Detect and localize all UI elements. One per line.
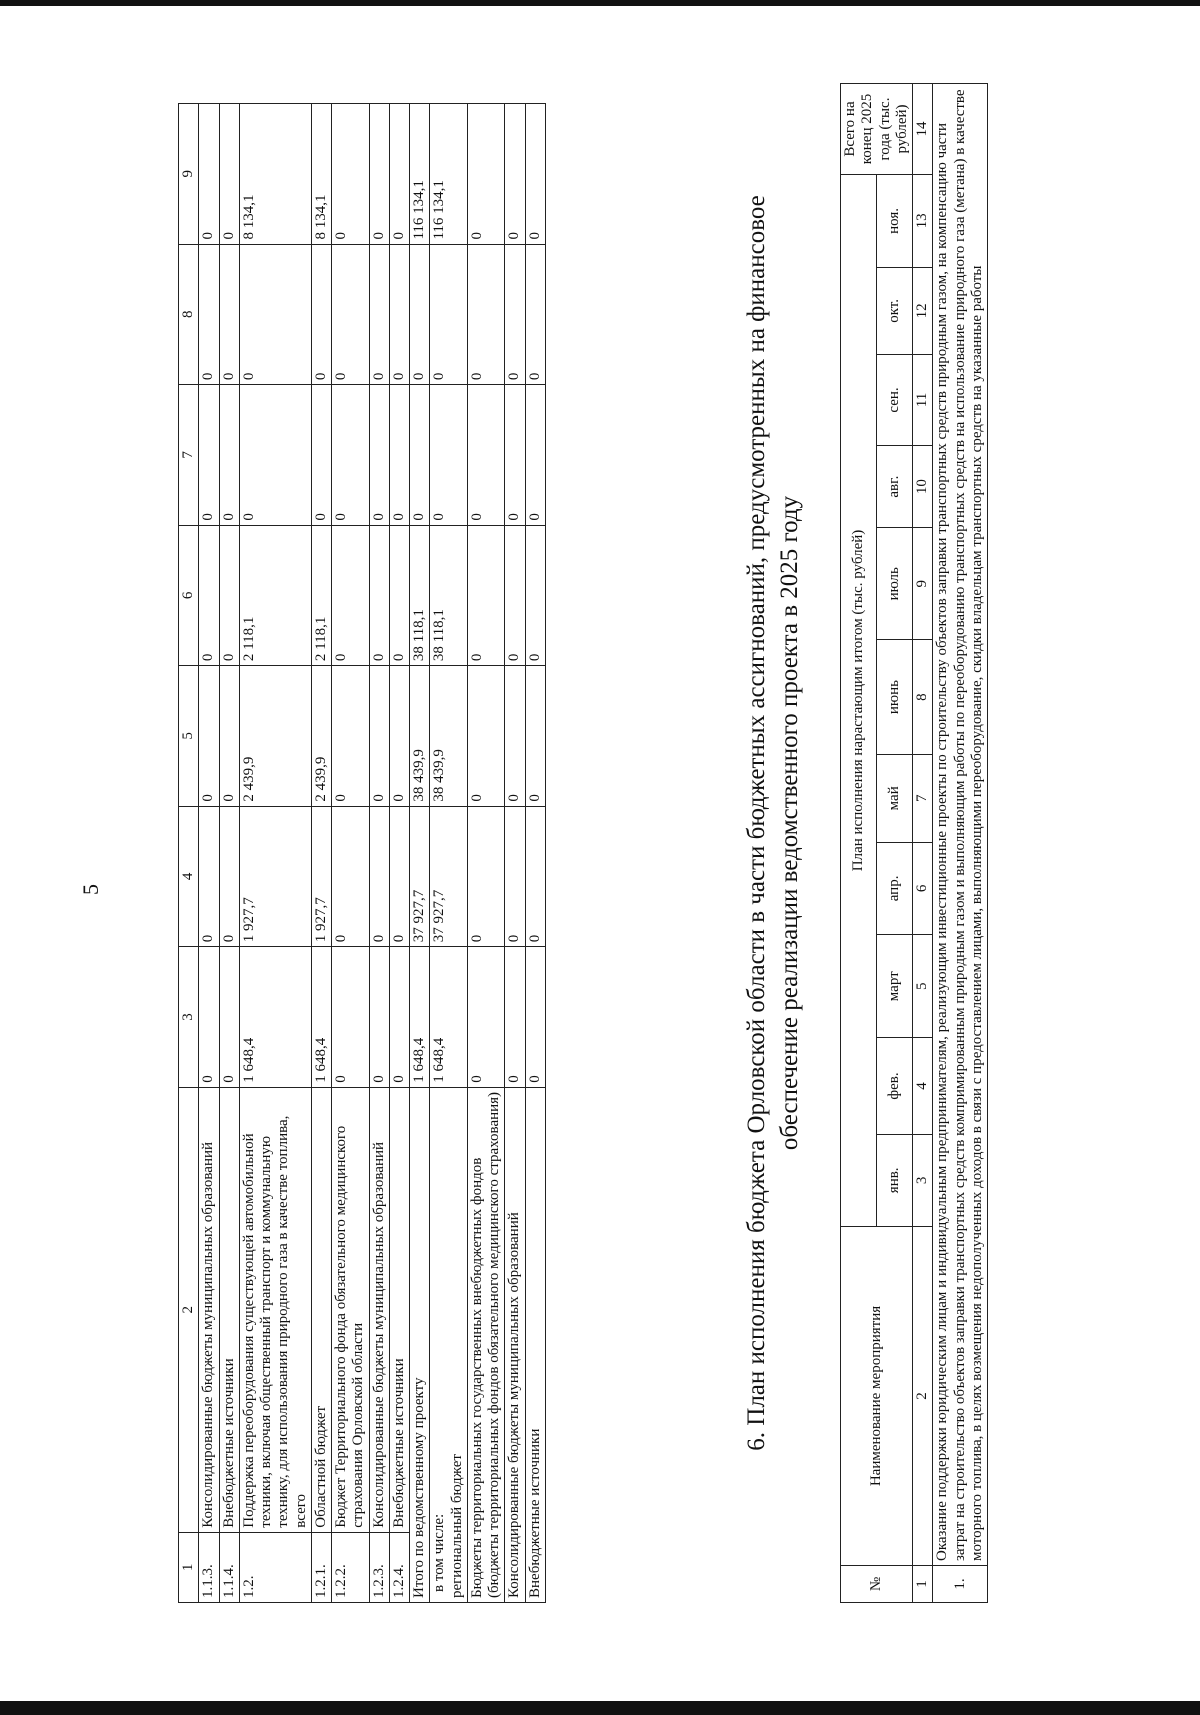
row-value: 0 [389, 244, 409, 385]
municipal-row-value: 0 [505, 806, 525, 947]
row-1-num: 1. [933, 1566, 988, 1603]
extra-row-value: 0 [525, 806, 545, 947]
row-value: 0 [199, 525, 219, 666]
row-1-text: Оказание поддержки юридическим лицам и индивидуальным предпринимателям, реализующим инвестиционные проекты по строительству объектов заправки транспортных средств природным газом, на компенсацию части затрат на строительство объектов заправки транспортных средств компримированным природным газом и выполняющим работы по переоборудованию транспортных средств на использование природного газа (метана) в качестве моторного топлива, в целях возмещения недополученных доходов в связи с предоставлением лицами, выполняющими переоборудование, скидки владельцам транспортных средств на указанные работы [933, 84, 988, 1566]
funds-row-label: Бюджеты территориальных государственных внебюджетных фондов (бюджеты территориальных фондов обязательного медицинского страхования) [467, 1087, 505, 1602]
municipal-row-label: Консолидированные бюджеты муниципальных образований [505, 1087, 525, 1602]
row-value: 0 [389, 666, 409, 807]
municipal-row-value: 0 [505, 525, 525, 666]
regional-row-value: 38 439,9 [430, 666, 468, 807]
row-number: 1.2.2. [332, 1532, 370, 1602]
row-value: 8 134,1 [239, 104, 311, 245]
row-value: 0 [369, 104, 389, 245]
total-row-value: 1 648,4 [410, 947, 430, 1088]
row-value: 2 439,9 [239, 666, 311, 807]
row-value: 0 [389, 806, 409, 947]
row-value: 2 118,1 [239, 525, 311, 666]
row-value: 0 [199, 806, 219, 947]
regional-row-value: 0 [430, 244, 468, 385]
row-value: 0 [199, 244, 219, 385]
table-header-row [179, 104, 199, 1603]
row-value: 0 [219, 385, 239, 526]
funds-row-value: 0 [467, 104, 505, 245]
funds-row-value: 0 [467, 385, 505, 526]
header-cell: 8 [179, 244, 199, 385]
table-row [219, 104, 239, 1603]
row-value: 0 [199, 666, 219, 807]
row-value: 0 [332, 666, 370, 807]
total-row-value: 38 439,9 [410, 666, 430, 807]
month-header: авг. [877, 446, 913, 528]
column-number: 12 [913, 267, 933, 354]
row-value: 0 [199, 385, 219, 526]
row-value: 0 [332, 947, 370, 1088]
table-row [369, 104, 389, 1603]
extra-row-value: 0 [525, 947, 545, 1088]
row-value: 0 [369, 806, 389, 947]
row-value: 0 [389, 525, 409, 666]
extra-row-value: 0 [525, 525, 545, 666]
row-name: Областной бюджет [311, 1087, 331, 1532]
regional-row-value: 37 927,7 [430, 806, 468, 947]
total-row-value: 37 927,7 [410, 806, 430, 947]
row-value: 0 [332, 244, 370, 385]
column-number: 4 [913, 1038, 933, 1134]
extra-row-value: 0 [525, 244, 545, 385]
row-value: 0 [332, 104, 370, 245]
col-num-header: № [841, 1566, 913, 1603]
row-value: 0 [199, 104, 219, 245]
total-row-value: 116 134,1 [410, 104, 430, 245]
row-name: Бюджет Территориального фонда обязательного медицинского страхования Орловской области [332, 1087, 370, 1532]
regional-row-value: 1 648,4 [430, 947, 468, 1088]
col-total-header: Всего на конец 2025 года (тыс. рублей) [841, 84, 913, 175]
row-value: 0 [369, 666, 389, 807]
row-value: 2 118,1 [311, 525, 331, 666]
header-cell: 9 [179, 104, 199, 245]
month-header: апр. [877, 842, 913, 934]
row-number: 1.2. [239, 1532, 311, 1602]
row-number: 1.2.1. [311, 1532, 331, 1602]
column-number: 5 [913, 935, 933, 1038]
regional-row-label [430, 1087, 468, 1602]
col-name-header: Наименование мероприятия [841, 1227, 913, 1566]
column-number: 14 [913, 84, 933, 175]
row-value: 0 [369, 244, 389, 385]
municipal-row-value: 0 [505, 385, 525, 526]
extra-row-value: 0 [525, 666, 545, 807]
row-number: 1.1.4. [219, 1532, 239, 1602]
row-value: 0 [239, 244, 311, 385]
table-row [332, 104, 370, 1603]
row-value: 1 648,4 [311, 947, 331, 1088]
month-header: май [877, 754, 913, 842]
row-value: 0 [219, 666, 239, 807]
column-number: 13 [913, 175, 933, 268]
row-name: Консолидированные бюджеты муниципальных образований [199, 1087, 219, 1532]
row-value: 0 [311, 244, 331, 385]
month-header: март [877, 935, 913, 1038]
row-name: Внебюджетные источники [219, 1087, 239, 1532]
row-value: 0 [369, 525, 389, 666]
column-number: 8 [913, 640, 933, 755]
municipal-row-value: 0 [505, 244, 525, 385]
table-row [389, 104, 409, 1603]
budget-table [178, 103, 546, 1603]
row-value: 0 [239, 385, 311, 526]
funds-row-value: 0 [467, 947, 505, 1088]
row-value: 2 439,9 [311, 666, 331, 807]
regional-label: региональный бюджет [448, 1454, 465, 1598]
municipal-row-value: 0 [505, 947, 525, 1088]
header-cell: 1 [179, 1532, 199, 1602]
row-value: 0 [369, 947, 389, 1088]
month-header: ноя. [877, 175, 913, 268]
funds-row [467, 104, 505, 1603]
month-header: окт. [877, 267, 913, 354]
row-value: 0 [389, 104, 409, 245]
row-number: 1.2.4. [389, 1532, 409, 1602]
row-name: Поддержка переоборудования существующей автомобильной техники, включая общественный транспорт и коммунальную технику, для использования природного газа в качестве топлива, всего [239, 1087, 311, 1532]
municipal-row-value: 0 [505, 666, 525, 807]
table-row [199, 104, 219, 1603]
row-name: Консолидированные бюджеты муниципальных образований [369, 1087, 389, 1532]
municipal-row-value: 0 [505, 104, 525, 245]
header-cell: 2 [179, 1087, 199, 1532]
row-value: 0 [369, 385, 389, 526]
funds-row-value: 0 [467, 244, 505, 385]
regional-row-value: 0 [430, 385, 468, 526]
row-name: Внебюджетные источники [389, 1087, 409, 1532]
section-6-title [740, 43, 806, 1603]
row-value: 0 [219, 806, 239, 947]
header-cell: 4 [179, 806, 199, 947]
funds-row-value: 0 [467, 806, 505, 947]
regional-row-value: 116 134,1 [430, 104, 468, 245]
row-value: 0 [199, 947, 219, 1088]
month-header: июнь [877, 640, 913, 755]
table-row [311, 104, 331, 1603]
row-value: 0 [332, 525, 370, 666]
row-value: 0 [389, 947, 409, 1088]
section-6-title-line-2: обеспечение реализации ведомственного проекта в 2025 году [776, 495, 803, 1151]
column-number: 10 [913, 446, 933, 528]
header-cell: 6 [179, 525, 199, 666]
month-header: июль [877, 528, 913, 640]
column-number: 9 [913, 528, 933, 640]
total-row-value: 38 118,1 [410, 525, 430, 666]
column-number: 11 [913, 354, 933, 445]
row-value: 0 [311, 385, 331, 526]
column-number: 3 [913, 1134, 933, 1226]
row-number: 1.2.3. [369, 1532, 389, 1602]
col-plan-header: План исполнения нарастающим итогом (тыс. рублей) [841, 175, 877, 1227]
header-cell: 5 [179, 666, 199, 807]
table-row [239, 104, 311, 1603]
budget-plan-table [840, 83, 988, 1603]
column-number: 7 [913, 754, 933, 842]
funds-row-value: 0 [467, 666, 505, 807]
column-number: 2 [913, 1227, 933, 1566]
header-cell: 7 [179, 385, 199, 526]
extra-row-value: 0 [525, 385, 545, 526]
row-number: 1.1.3. [199, 1532, 219, 1602]
total-row-value: 0 [410, 385, 430, 526]
row-value: 1 927,7 [239, 806, 311, 947]
row-value: 0 [219, 947, 239, 1088]
column-number: 6 [913, 842, 933, 934]
extra-row-label: Внебюджетные источники [525, 1087, 545, 1602]
month-header: фев. [877, 1038, 913, 1134]
extra-row-value: 0 [525, 104, 545, 245]
row-value: 0 [332, 806, 370, 947]
month-header: сен. [877, 354, 913, 445]
row-value: 0 [389, 385, 409, 526]
regional-row-value: 38 118,1 [430, 525, 468, 666]
row-value: 0 [219, 104, 239, 245]
section-6-title-line-1: 6. План исполнения бюджета Орловской области в части бюджетных ассигнований, предусмотренных на финансовое [743, 195, 770, 1451]
funds-row-value: 0 [467, 525, 505, 666]
column-number: 1 [913, 1566, 933, 1603]
row-value: 1 648,4 [239, 947, 311, 1088]
regional-row [430, 104, 468, 1603]
including-label: в том числе: [431, 1513, 448, 1592]
month-header: янв. [877, 1134, 913, 1226]
row-value: 0 [219, 244, 239, 385]
total-row-label: Итого по ведомственному проекту [410, 1087, 430, 1602]
row-value: 0 [219, 525, 239, 666]
extra-row [525, 104, 545, 1603]
municipal-row [505, 104, 525, 1603]
row-value: 1 927,7 [311, 806, 331, 947]
row-value: 8 134,1 [311, 104, 331, 245]
total-row-value: 0 [410, 244, 430, 385]
page-number: 5 [78, 884, 103, 895]
total-row [410, 104, 430, 1603]
header-cell: 3 [179, 947, 199, 1088]
row-value: 0 [332, 385, 370, 526]
